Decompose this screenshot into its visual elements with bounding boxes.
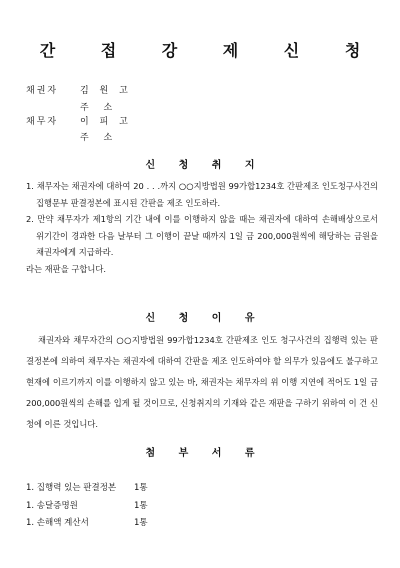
document-title: 간 접 강 제 신 청 [39, 41, 381, 60]
debtor-name: 이 피 고 [80, 117, 132, 127]
creditor-row [26, 84, 132, 98]
attachment-count: 1통 [134, 483, 148, 493]
attachment-count: 1통 [134, 518, 148, 528]
reason-text: 채권자와 채무자간의 ○○지방법원 99가합1234호 간판제조 인도 청구사건의 집행력 있는 판결정본에 의하여 채무자는 채권자에 대하여 간판을 제조 인도하여야 할 의무가 있음에도 불구하고 현재에 이르기까지 이를 이행하지 않고 있는 바, 채권자는 채무자의 위 이행 지연에 적어도 1일 금 200,000원씩의 손해를 입게 될 것이므로, 신청취지의 기재와 같은 재판을 구하기 위하여 이 건 신청에 이른 것입니다. [26, 335, 378, 429]
reason-section [26, 330, 378, 435]
attachment-name: 1. 집행력 있는 판결정본 [26, 483, 117, 493]
attachments-list [26, 480, 148, 533]
attachment-item [26, 498, 148, 516]
creditor-name: 김 원 고 [80, 86, 132, 96]
attachment-count: 1통 [134, 500, 148, 511]
debtor-address-label: 주 소 [80, 133, 119, 143]
attachment-item [26, 480, 148, 498]
purpose-heading: 신 청 취 지 [145, 160, 265, 171]
attachment-name: 1. 손해액 계산서 [26, 518, 89, 528]
attachment-name: 1. 송달증명원 [26, 500, 78, 511]
attachment-item [26, 515, 148, 533]
purpose-closing: 라는 재판을 구합니다. [26, 263, 107, 274]
reason-heading: 신 청 이 유 [145, 313, 265, 324]
attachments-heading: 첨 부 서 류 [145, 448, 265, 459]
creditor-address-label: 주 소 [80, 103, 119, 113]
purpose-section [26, 178, 378, 277]
creditor-label: 채권자 [26, 86, 59, 96]
purpose-item-1: 1. 채무자는 채권자에 대하여 20 . . .까지 ○○지방법원 99가합1234호 간판제조 인도청구사건의 집행문부 판결정본에 표시된 간판을 제조 인도하라. [26, 181, 378, 208]
debtor-row [26, 115, 132, 129]
purpose-item-2: 2. 만약 채무자가 제1항의 기간 내에 이를 이행하지 않을 때는 채권자에 대하여 손해배상으로서 위기간이 경과한 다음 날부터 그 이행이 끝날 때까지 1일 금 200,000원씩에 해당하는 금원을 채권자에게 지급하라. [26, 214, 378, 257]
debtor-label: 채무자 [26, 117, 59, 127]
